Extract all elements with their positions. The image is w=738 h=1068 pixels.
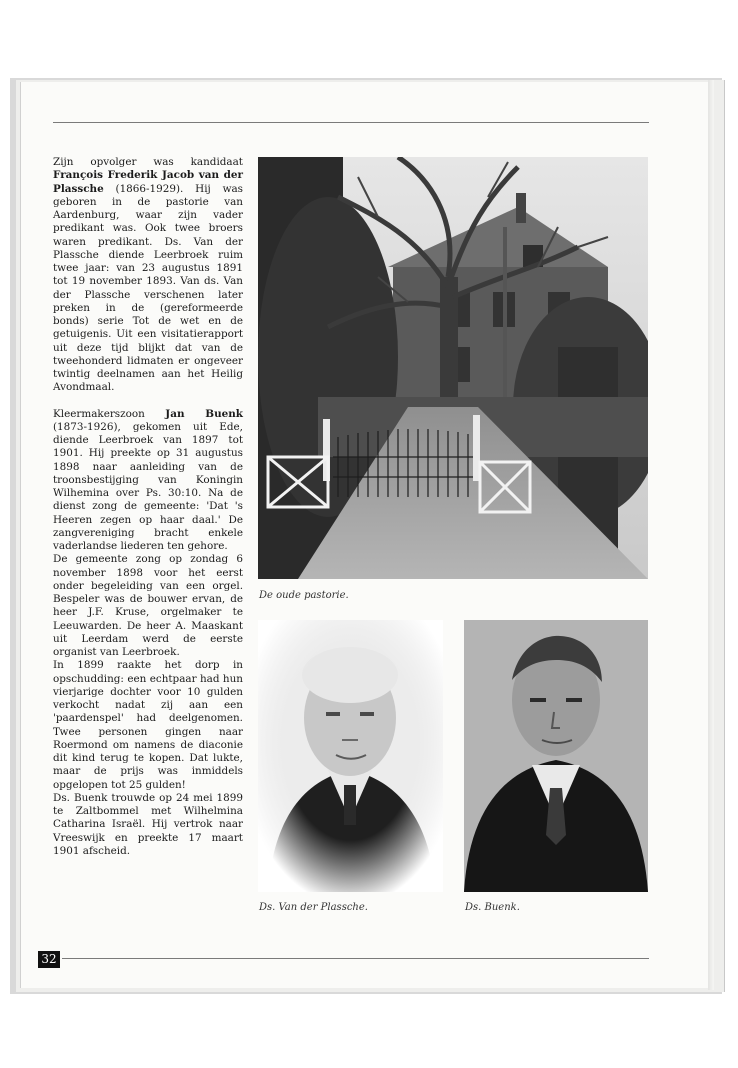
- caption-buenk: Ds. Buenk.: [465, 902, 520, 913]
- caption-parsonage: De oude pastorie.: [259, 590, 349, 601]
- parsonage-illustration: [258, 157, 648, 579]
- parsonage-photo: [258, 157, 648, 579]
- portrait-buenk: [464, 620, 648, 892]
- portrait-plassche-illustration: [258, 620, 443, 892]
- caption-plassche: Ds. Van der Plassche.: [259, 902, 368, 913]
- portrait-buenk-illustration: [464, 620, 648, 892]
- portrait-plassche: [258, 620, 443, 892]
- paragraph-plassche: Zijn opvolger was kandidaat François Frederik Jacob van der Plassche (1866-1929). Hij was geboren in de pastorie van Aardenburg, waar zijn vader predikant was. Ook twee broers waren predikant. Ds. Van der Plassche diende Leerbroek ruim twee jaar: van 23 augustus 1891 tot 19 november 1893. Van ds. Van der Plassche verschenen later preken in de (gereformeerde bonds) serie Tot de wet en de getuigenis. Uit een visitatierapport uit deze tijd blijkt dat van de tweehonderd lidmaten er ongeveer twintig deelnamen aan het Heilig Avondmaal.: [53, 156, 243, 394]
- paragraph-organ: De gemeente zong op zondag 6 november 1898 voor het eerst onder begeleiding van een orgel. Bespeler was de bouwer ervan, de heer J.F. Kruse, orgelmaker te Leeuwarden. De heer A. Maaskant uit Leerdam werd de eerste organist van Leerbroek.: [53, 553, 243, 658]
- paragraph-marriage: Ds. Buenk trouwde op 24 mei 1899 te Zaltbommel met Wilhelmina Catharina Israël. Hij vertrok naar Vreeswijk en preekte 17 maart 1901 afscheid.: [53, 791, 243, 857]
- page-edge: [708, 80, 714, 990]
- bottom-rule: [62, 958, 649, 959]
- page-number: 32: [38, 951, 60, 968]
- name-plassche: François Frederik Jacob van der Plassche: [53, 169, 243, 195]
- top-rule: [53, 122, 649, 123]
- paragraph-incident: In 1899 raakte het dorp in opschudding: een echtpaar had hun vierjarige dochter voor 10 gulden verkocht nadat zij aan een 'paardenspel' had deelgenomen. Twee personen gingen naar Roermond om namens de diaconie dit kind terug te kopen. Dat lukte, maar de prijs was inmiddels opgelopen tot 25 gulden!: [53, 659, 243, 791]
- paragraph-buenk: Kleermakerszoon Jan Buenk (1873-1926), gekomen uit Ede, diende Leerbroek van 1897 tot 1901. Hij preekte op 31 augustus 1898 naar aanleiding van de troonsbestijging van Koningin Wilhemina over Ps. 30:10. Na de dienst zong de gemeente: 'Dat 's Heeren zegen op haar daal.' De zangvereniging bracht enkele vaderlandse liederen ten gehore.: [53, 407, 243, 552]
- body-text-column: [53, 156, 243, 858]
- name-buenk: Jan Buenk: [165, 407, 243, 420]
